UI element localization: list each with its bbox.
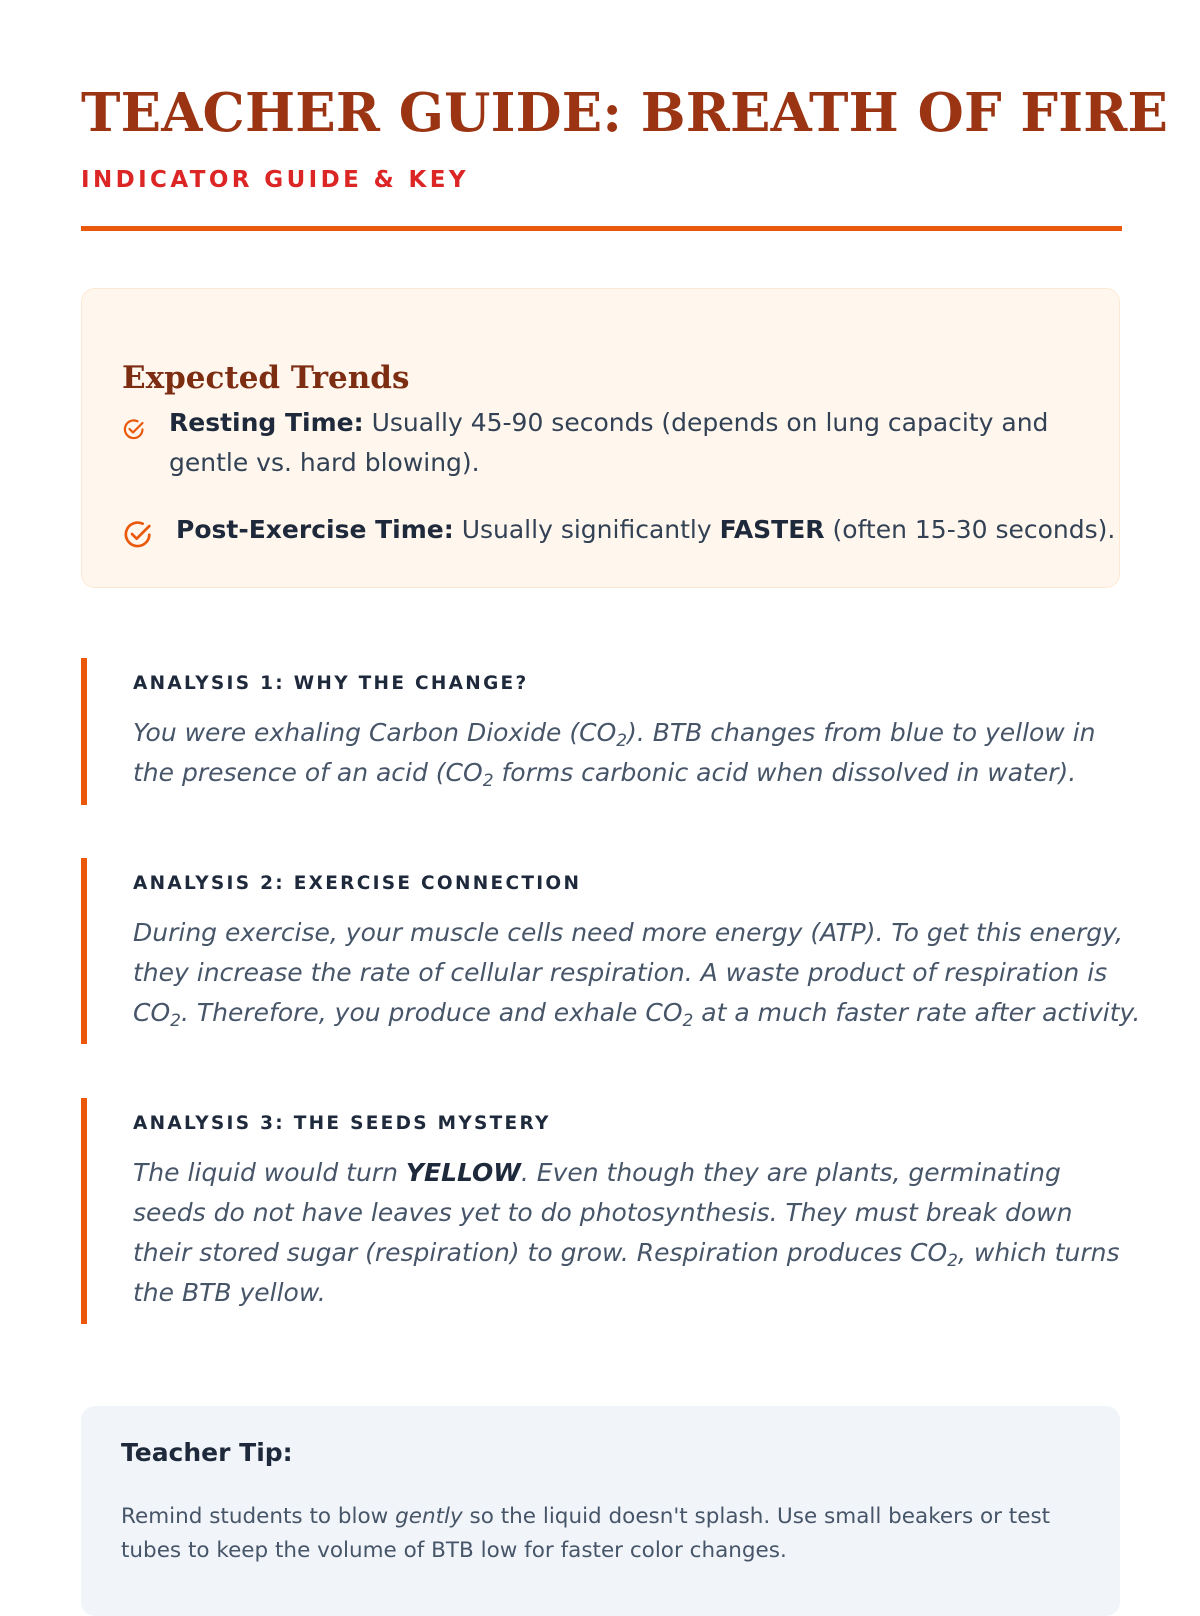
trend-item-post-exercise bbox=[122, 510, 1116, 550]
subscript: 2 bbox=[616, 731, 628, 751]
trend-text bbox=[122, 510, 1116, 550]
teacher-tip-text bbox=[121, 1500, 1081, 1568]
trend-description: Usually significantly bbox=[453, 515, 720, 544]
page-title: TEACHER GUIDE: BREATH OF FIRE bbox=[81, 82, 1169, 144]
check-circle-icon bbox=[122, 413, 146, 453]
tip-text: so the liquid doesn't splash. Use small beakers or test tubes to keep the volume of BTB low for faster color changes. bbox=[121, 1504, 1051, 1563]
answer-text: The liquid would turn bbox=[133, 1158, 406, 1187]
subscript: 2 bbox=[947, 1251, 958, 1271]
answer-text: During exercise, your muscle cells need more energy (ATP). To get this energy, they increase the rate of cellular respiration. A waste product of respiration is CO bbox=[133, 918, 1123, 1027]
analysis-block-2 bbox=[81, 858, 1141, 1044]
analysis-answer bbox=[133, 1153, 1133, 1313]
trend-item-resting bbox=[122, 403, 1082, 483]
trend-text bbox=[122, 403, 1082, 483]
analysis-block-3 bbox=[81, 1098, 1122, 1324]
expected-trends-title: Expected Trends bbox=[122, 359, 410, 396]
teacher-tip-title: Teacher Tip: bbox=[121, 1438, 293, 1467]
analysis-heading: ANALYSIS 3: THE SEEDS MYSTERY bbox=[133, 1113, 551, 1134]
subscript: 2 bbox=[482, 771, 494, 791]
check-circle-icon bbox=[122, 518, 154, 562]
answer-text: ). BTB changes from blue to yellow in the presence of an acid (CO bbox=[133, 718, 1096, 787]
answer-text: You were exhaling Carbon Dioxide (CO bbox=[133, 718, 617, 747]
answer-text: at a much faster rate after activity. bbox=[693, 998, 1141, 1027]
analysis-heading: ANALYSIS 1: WHY THE CHANGE? bbox=[133, 673, 529, 694]
tip-text: Remind students to blow bbox=[121, 1504, 396, 1529]
analysis-answer bbox=[133, 913, 1143, 1033]
subscript: 2 bbox=[682, 1011, 694, 1031]
analysis-answer bbox=[133, 713, 1133, 793]
answer-text: . Even though they are plants, germinating seeds do not have leaves yet to do photosynthesis. They must break down their stored sugar (respiration) to grow. Respiration produces CO bbox=[133, 1158, 1073, 1267]
answer-text: . Therefore, you produce and exhale CO bbox=[180, 998, 683, 1027]
tip-emphasis: gently bbox=[395, 1504, 463, 1529]
trend-label: Post-Exercise Time: bbox=[176, 515, 454, 544]
teacher-tip-card bbox=[81, 1406, 1120, 1616]
trend-label: Resting Time: bbox=[169, 408, 364, 437]
answer-emphasis: YELLOW bbox=[405, 1158, 521, 1187]
analysis-heading: ANALYSIS 2: EXERCISE CONNECTION bbox=[133, 873, 582, 894]
analysis-block-1 bbox=[81, 658, 1122, 805]
page-subtitle: INDICATOR GUIDE & KEY bbox=[81, 167, 469, 193]
header-divider bbox=[81, 226, 1122, 231]
answer-text: , which turns the BTB yellow. bbox=[133, 1238, 1120, 1307]
subscript: 2 bbox=[170, 1011, 181, 1031]
answer-text: forms carbonic acid when dissolved in water). bbox=[493, 758, 1077, 787]
trend-description: Usually 45-90 seconds (depends on lung capacity and gentle vs. hard blowing). bbox=[169, 408, 1049, 477]
trend-description-end: (often 15-30 seconds). bbox=[824, 515, 1116, 544]
trend-emphasis: FASTER bbox=[719, 515, 825, 544]
